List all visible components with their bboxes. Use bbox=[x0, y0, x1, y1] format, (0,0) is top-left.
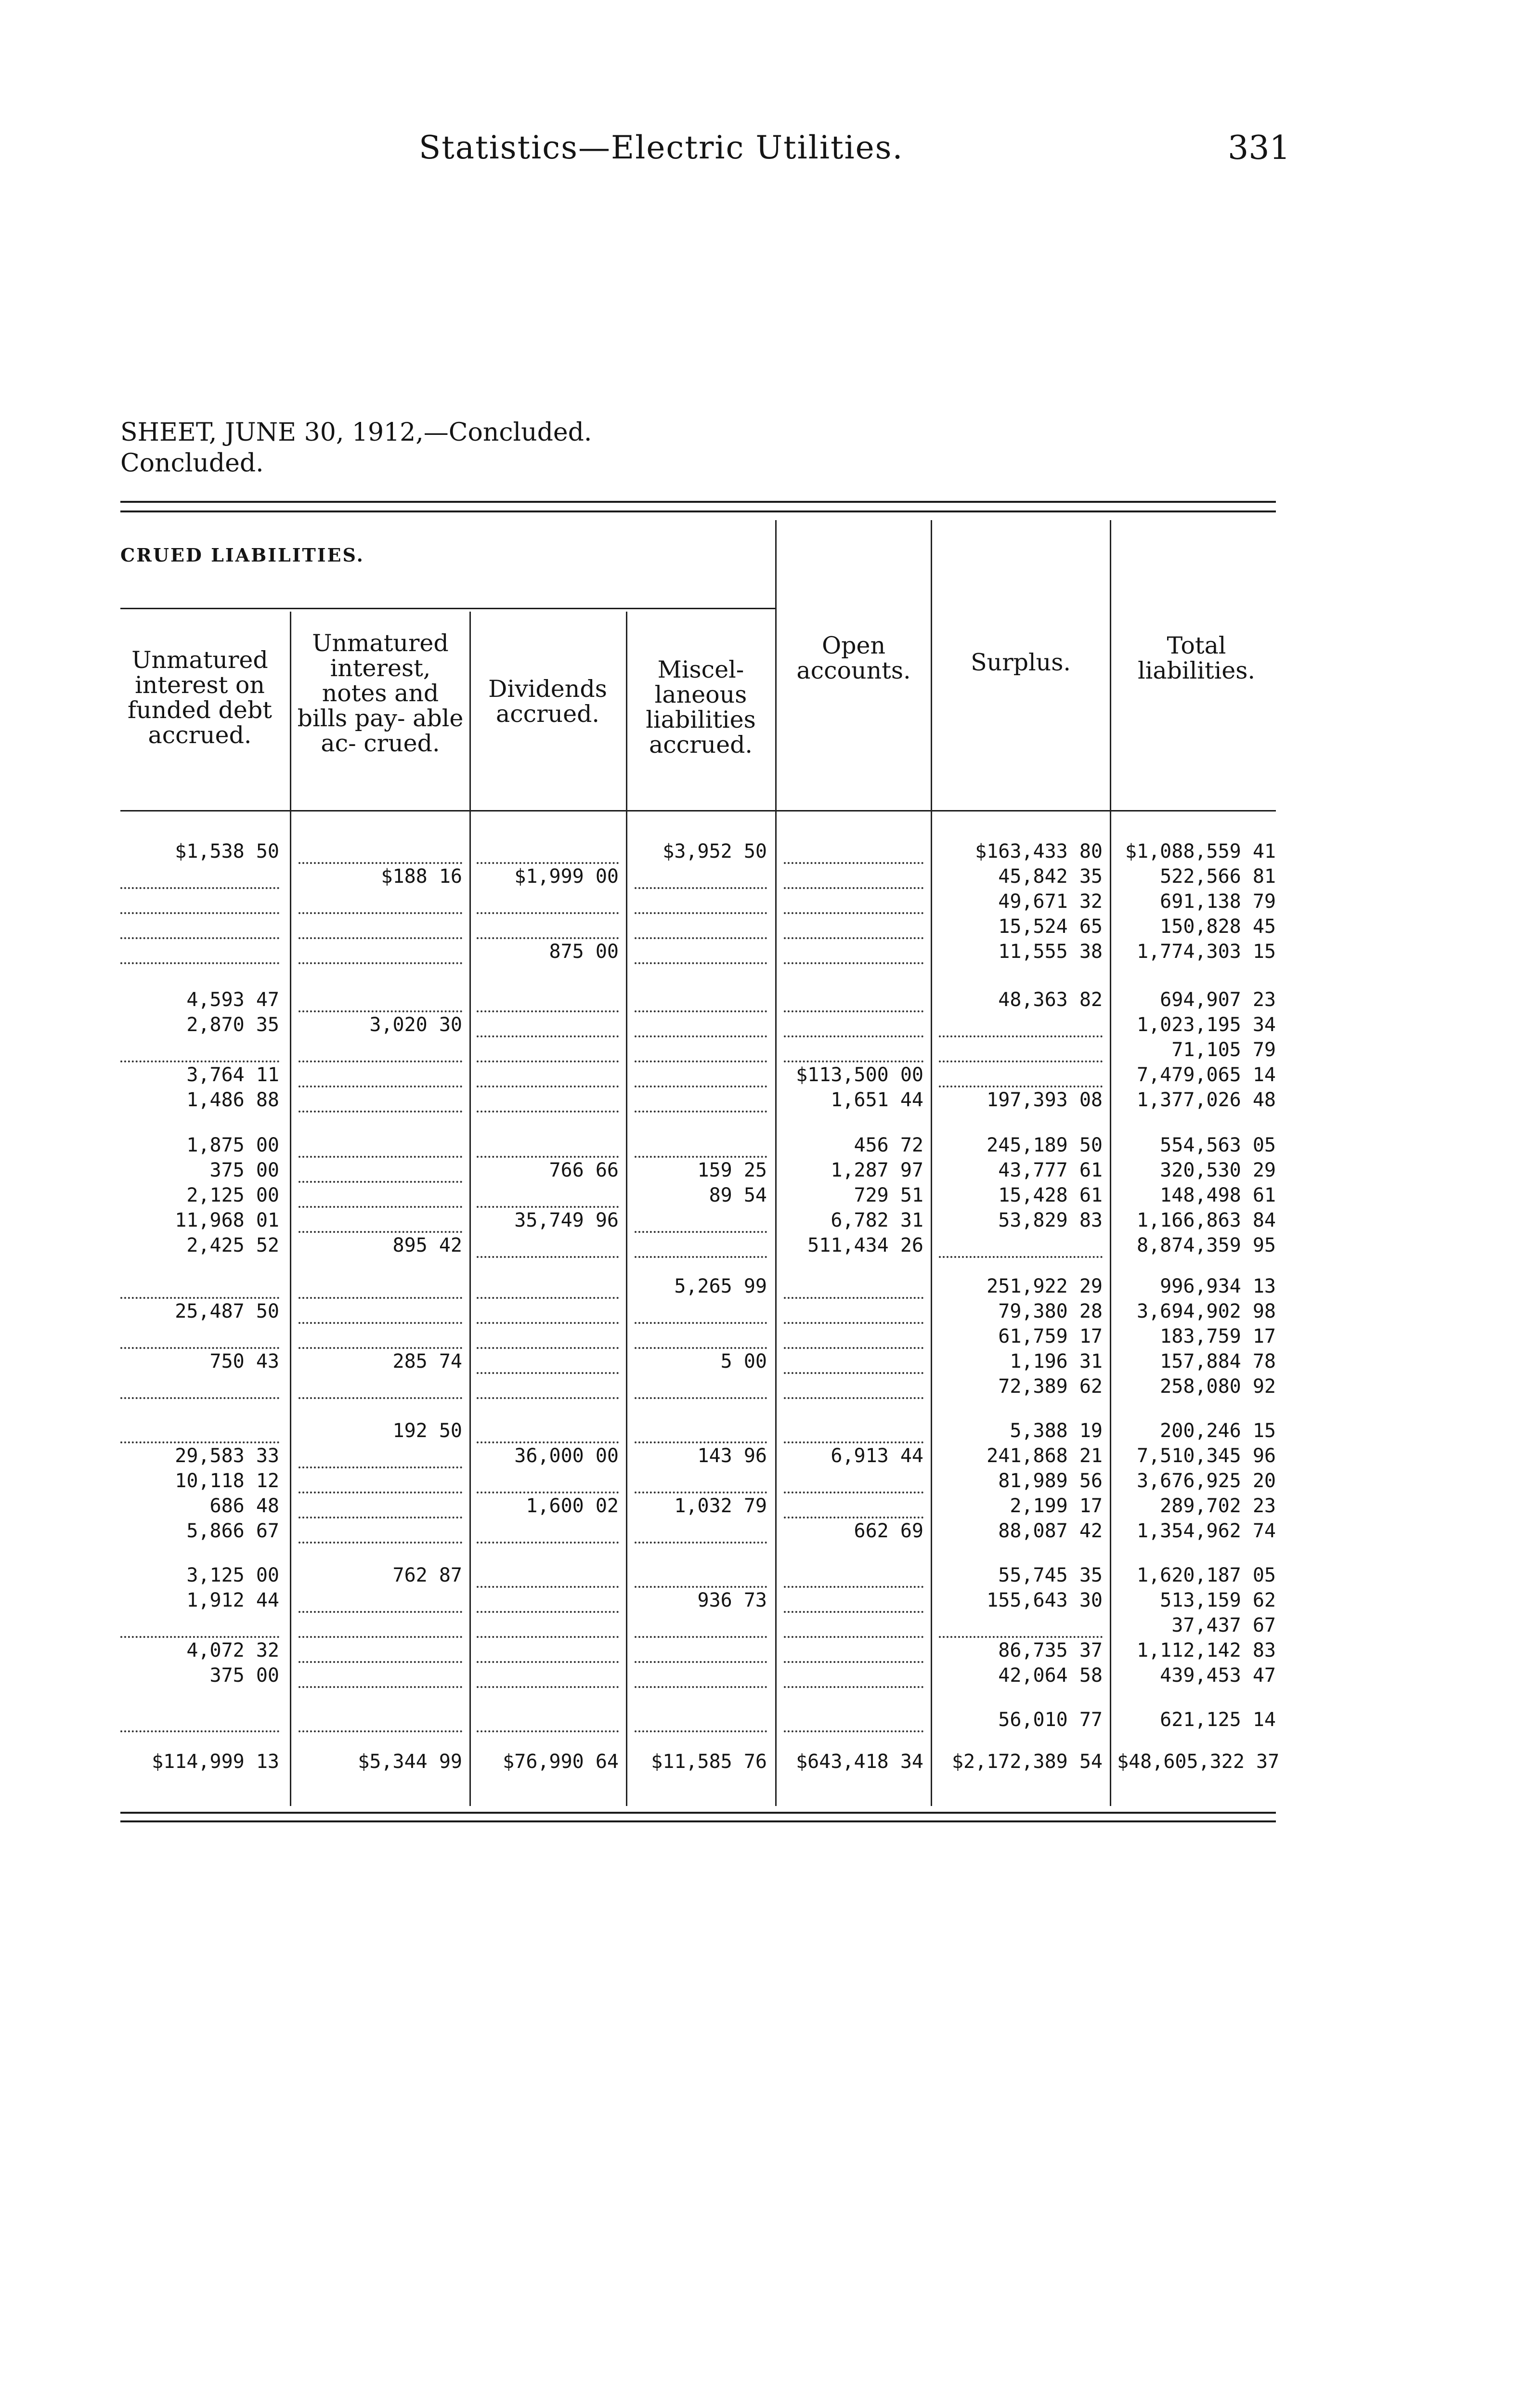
table-cell: 29,583 33 bbox=[175, 1445, 279, 1467]
table-cell: 4,072 32 bbox=[186, 1639, 279, 1662]
table-cell: 3,020 30 bbox=[369, 1014, 462, 1036]
table-cell bbox=[939, 1613, 1103, 1638]
table-cell bbox=[635, 1563, 767, 1588]
table-cell bbox=[635, 1037, 767, 1062]
table-cell: 15,428 61 bbox=[998, 1184, 1103, 1206]
table-cell bbox=[784, 889, 923, 914]
table-cell bbox=[477, 1374, 619, 1399]
table-cell bbox=[299, 1133, 462, 1158]
table-cell bbox=[784, 1638, 923, 1663]
table-cell bbox=[120, 864, 279, 889]
total-cell: $48,605,322 37 bbox=[1117, 1751, 1280, 1773]
table-cell bbox=[635, 1638, 767, 1663]
table-cell bbox=[477, 1638, 619, 1663]
section-label: CRUED LIABILITIES. bbox=[120, 544, 364, 566]
table-cell bbox=[784, 1037, 923, 1062]
table-cell bbox=[635, 1087, 767, 1112]
table-cell bbox=[299, 1638, 462, 1663]
col-separator bbox=[469, 612, 471, 1806]
table-cell bbox=[477, 1563, 619, 1588]
table-cell bbox=[477, 1133, 619, 1158]
table-cell bbox=[299, 839, 462, 864]
table-cell: 148,498 61 bbox=[1160, 1184, 1276, 1206]
table-cell: 439,453 47 bbox=[1160, 1664, 1276, 1687]
table-cell: 192 50 bbox=[392, 1420, 462, 1442]
col-separator bbox=[1110, 520, 1111, 1806]
table-cell: 621,125 14 bbox=[1160, 1709, 1276, 1731]
table-cell bbox=[635, 889, 767, 914]
table-cell: 42,064 58 bbox=[998, 1664, 1103, 1687]
table-cell: 81,989 56 bbox=[998, 1470, 1103, 1492]
table-cell bbox=[784, 1588, 923, 1613]
table-cell bbox=[477, 1518, 619, 1544]
table-cell bbox=[784, 1324, 923, 1349]
col-separator bbox=[626, 612, 627, 1806]
table-cell: 11,968 01 bbox=[175, 1209, 279, 1231]
table-cell bbox=[939, 1037, 1103, 1062]
table-cell bbox=[299, 1374, 462, 1399]
table-cell: 375 00 bbox=[209, 1664, 279, 1687]
table-cell: 5,866 67 bbox=[186, 1520, 279, 1542]
table-cell bbox=[939, 1062, 1103, 1087]
table-cell bbox=[635, 864, 767, 889]
table-cell bbox=[299, 1663, 462, 1688]
table-cell: 86,735 37 bbox=[998, 1639, 1103, 1662]
table-cell: 88,087 42 bbox=[998, 1520, 1103, 1542]
table-cell: 513,159 62 bbox=[1160, 1589, 1276, 1611]
table-cell bbox=[299, 1707, 462, 1732]
table-cell: $1,538 50 bbox=[175, 840, 279, 863]
table-cell bbox=[299, 1183, 462, 1208]
table-cell bbox=[299, 1518, 462, 1544]
table-cell bbox=[120, 1418, 279, 1443]
table-cell: 694,907 23 bbox=[1160, 989, 1276, 1011]
table-cell bbox=[477, 1349, 619, 1374]
table-cell: 157,884 78 bbox=[1160, 1350, 1276, 1373]
table-cell bbox=[635, 987, 767, 1012]
table-cell: 241,868 21 bbox=[987, 1445, 1103, 1467]
table-cell: $188 16 bbox=[381, 865, 462, 888]
table-cell bbox=[299, 889, 462, 914]
bottom-rule-2 bbox=[120, 1820, 1276, 1822]
table-cell bbox=[299, 939, 462, 964]
table-cell: 320,530 29 bbox=[1160, 1159, 1276, 1181]
table-cell: 43,777 61 bbox=[998, 1159, 1103, 1181]
table-cell bbox=[120, 1613, 279, 1638]
table-cell bbox=[939, 1233, 1103, 1258]
table-cell: 37,437 67 bbox=[1171, 1614, 1276, 1636]
table-cell bbox=[477, 1663, 619, 1688]
table-cell bbox=[784, 914, 923, 939]
table-cell: $163,433 80 bbox=[975, 840, 1103, 863]
table-cell bbox=[635, 1208, 767, 1233]
table-cell bbox=[784, 1493, 923, 1518]
table-cell bbox=[299, 1158, 462, 1183]
table-cell: 48,363 82 bbox=[998, 989, 1103, 1011]
table-cell: 258,080 92 bbox=[1160, 1375, 1276, 1398]
table-cell: 61,759 17 bbox=[998, 1325, 1103, 1348]
table-cell: 10,118 12 bbox=[175, 1470, 279, 1492]
table-cell: 200,246 15 bbox=[1160, 1420, 1276, 1442]
table-cell bbox=[299, 1037, 462, 1062]
col-separator bbox=[290, 612, 291, 1806]
table-cell: 686 48 bbox=[209, 1495, 279, 1517]
table-cell bbox=[635, 1518, 767, 1544]
table-cell bbox=[635, 1012, 767, 1037]
table-cell: 554,563 05 bbox=[1160, 1134, 1276, 1156]
table-cell: 875 00 bbox=[549, 941, 619, 963]
table-cell: 8,874,359 95 bbox=[1137, 1234, 1276, 1256]
table-cell bbox=[784, 1012, 923, 1037]
total-cell: $114,999 13 bbox=[152, 1751, 279, 1773]
table-cell: 25,487 50 bbox=[175, 1300, 279, 1322]
top-rule-2 bbox=[120, 510, 1276, 512]
table-cell: 150,828 45 bbox=[1160, 916, 1276, 938]
table-cell bbox=[477, 1183, 619, 1208]
table-cell bbox=[477, 1588, 619, 1613]
table-cell: 36,000 00 bbox=[514, 1445, 619, 1467]
table-cell bbox=[784, 839, 923, 864]
table-cell: 159 25 bbox=[697, 1159, 767, 1181]
table-cell bbox=[477, 1468, 619, 1493]
table-cell bbox=[784, 987, 923, 1012]
table-cell: 1,377,026 48 bbox=[1137, 1089, 1276, 1111]
total-cell: $643,418 34 bbox=[796, 1751, 923, 1773]
table-cell: 511,434 26 bbox=[807, 1234, 923, 1256]
table-cell: 285 74 bbox=[392, 1350, 462, 1373]
table-cell: 1,774,303 15 bbox=[1137, 941, 1276, 963]
table-cell: 750 43 bbox=[209, 1350, 279, 1373]
table-cell: 1,196 31 bbox=[1010, 1350, 1103, 1373]
table-cell: 456 72 bbox=[854, 1134, 923, 1156]
table-cell: 35,749 96 bbox=[514, 1209, 619, 1231]
table-cell bbox=[477, 889, 619, 914]
table-cell bbox=[477, 1062, 619, 1087]
table-cell bbox=[635, 939, 767, 964]
table-cell: 7,479,065 14 bbox=[1137, 1064, 1276, 1086]
table-cell: 53,829 83 bbox=[998, 1209, 1103, 1231]
table-cell bbox=[784, 1418, 923, 1443]
col-separator bbox=[931, 520, 932, 1806]
table-cell: 1,486 88 bbox=[186, 1089, 279, 1111]
table-cell: 729 51 bbox=[854, 1184, 923, 1206]
table-cell bbox=[784, 1274, 923, 1299]
table-cell: 245,189 50 bbox=[987, 1134, 1103, 1156]
table-cell: 2,870 35 bbox=[186, 1014, 279, 1036]
table-cell: 72,389 62 bbox=[998, 1375, 1103, 1398]
table-cell bbox=[477, 1087, 619, 1112]
column-header: Open accounts. bbox=[796, 632, 911, 684]
table-cell bbox=[784, 864, 923, 889]
table-cell: 895 42 bbox=[392, 1234, 462, 1256]
table-cell: 143 96 bbox=[697, 1445, 767, 1467]
table-cell bbox=[635, 1133, 767, 1158]
table-cell bbox=[299, 1468, 462, 1493]
page-header-title: Statistics—Electric Utilities. bbox=[419, 129, 904, 166]
table-cell bbox=[299, 1062, 462, 1087]
table-cell bbox=[635, 1299, 767, 1324]
table-cell: 155,643 30 bbox=[987, 1589, 1103, 1611]
table-cell: 7,510,345 96 bbox=[1137, 1445, 1276, 1467]
table-cell bbox=[784, 1707, 923, 1732]
column-header: Dividends accrued. bbox=[488, 675, 607, 728]
page-number: 331 bbox=[1228, 129, 1290, 167]
col-separator bbox=[775, 520, 777, 1806]
column-header: Surplus. bbox=[971, 649, 1071, 676]
total-cell: $76,990 64 bbox=[503, 1751, 619, 1773]
table-cell bbox=[120, 889, 279, 914]
table-cell: 662 69 bbox=[854, 1520, 923, 1542]
column-header: Miscel- laneous liabilities accrued. bbox=[646, 656, 756, 759]
section-rule bbox=[120, 608, 775, 609]
total-cell: $5,344 99 bbox=[358, 1751, 462, 1773]
table-cell: 55,745 35 bbox=[998, 1564, 1103, 1586]
table-cell bbox=[477, 914, 619, 939]
table-cell: 936 73 bbox=[697, 1589, 767, 1611]
table-cell: 2,125 00 bbox=[186, 1184, 279, 1206]
table-cell: 11,555 38 bbox=[998, 941, 1103, 963]
table-cell: 197,393 08 bbox=[987, 1089, 1103, 1111]
table-cell bbox=[635, 1233, 767, 1258]
table-cell: 45,842 35 bbox=[998, 865, 1103, 888]
total-cell: $2,172,389 54 bbox=[951, 1751, 1103, 1773]
table-cell: 5 00 bbox=[720, 1350, 767, 1373]
top-rule-1 bbox=[120, 501, 1276, 503]
table-cell bbox=[477, 1233, 619, 1258]
table-cell bbox=[784, 1468, 923, 1493]
table-cell: 289,702 23 bbox=[1160, 1495, 1276, 1517]
table-cell: 766 66 bbox=[549, 1159, 619, 1181]
table-cell: 996,934 13 bbox=[1160, 1275, 1276, 1297]
table-cell: 375 00 bbox=[209, 1159, 279, 1181]
table-cell bbox=[299, 1493, 462, 1518]
table-cell: 2,199 17 bbox=[1010, 1495, 1103, 1517]
table-cell: 1,912 44 bbox=[186, 1589, 279, 1611]
table-cell bbox=[635, 1062, 767, 1087]
table-cell bbox=[299, 1443, 462, 1468]
sheet-title: SHEET, JUNE 30, 1912,—Concluded. bbox=[120, 418, 592, 447]
table-cell: 1,354,962 74 bbox=[1137, 1520, 1276, 1542]
table-cell: 3,125 00 bbox=[186, 1564, 279, 1586]
table-cell bbox=[120, 1707, 279, 1732]
bottom-rule-1 bbox=[120, 1812, 1276, 1814]
table-cell bbox=[635, 1613, 767, 1638]
table-cell bbox=[299, 1299, 462, 1324]
table-cell: 5,265 99 bbox=[674, 1275, 767, 1297]
table-cell bbox=[477, 1324, 619, 1349]
table-cell bbox=[939, 1012, 1103, 1037]
table-cell bbox=[635, 1374, 767, 1399]
table-cell: 1,166,863 84 bbox=[1137, 1209, 1276, 1231]
table-cell bbox=[784, 939, 923, 964]
concluded-label: Concluded. bbox=[120, 449, 264, 478]
table-cell: 49,671 32 bbox=[998, 890, 1103, 913]
table-cell bbox=[477, 1299, 619, 1324]
table-cell bbox=[784, 1299, 923, 1324]
table-cell bbox=[299, 1208, 462, 1233]
table-cell: 6,913 44 bbox=[831, 1445, 923, 1467]
table-cell bbox=[120, 939, 279, 964]
table-cell bbox=[299, 1274, 462, 1299]
table-cell bbox=[784, 1663, 923, 1688]
table-cell bbox=[299, 1324, 462, 1349]
table-cell: 89 54 bbox=[709, 1184, 767, 1206]
table-cell bbox=[299, 1087, 462, 1112]
column-header: Unmatured interest, notes and bills pay- able ac- crued. bbox=[297, 629, 464, 757]
table-cell: $1,088,559 41 bbox=[1125, 840, 1276, 863]
table-cell bbox=[299, 1613, 462, 1638]
table-cell bbox=[635, 1418, 767, 1443]
column-header: Unmatured interest on funded debt accrued. bbox=[128, 646, 272, 749]
table-cell: 1,023,195 34 bbox=[1137, 1014, 1276, 1036]
table-cell: 3,694,902 98 bbox=[1137, 1300, 1276, 1322]
table-cell bbox=[784, 1349, 923, 1374]
column-header: Total liabilities. bbox=[1137, 632, 1256, 684]
table-cell bbox=[477, 1274, 619, 1299]
table-cell bbox=[784, 1613, 923, 1638]
table-cell: 3,676,925 20 bbox=[1137, 1470, 1276, 1492]
table-cell: 15,524 65 bbox=[998, 916, 1103, 938]
table-cell: 183,759 17 bbox=[1160, 1325, 1276, 1348]
table-cell bbox=[299, 914, 462, 939]
table-cell: 1,032 79 bbox=[674, 1495, 767, 1517]
table-cell: $1,999 00 bbox=[514, 865, 619, 888]
table-cell bbox=[477, 839, 619, 864]
table-cell bbox=[635, 914, 767, 939]
table-cell bbox=[477, 987, 619, 1012]
table-cell: 251,922 29 bbox=[987, 1275, 1103, 1297]
table-cell bbox=[477, 1418, 619, 1443]
table-cell bbox=[477, 1707, 619, 1732]
table-cell: 1,112,142 83 bbox=[1137, 1639, 1276, 1662]
table-cell: 1,651 44 bbox=[831, 1089, 923, 1111]
table-cell bbox=[120, 1037, 279, 1062]
table-cell: 71,105 79 bbox=[1171, 1039, 1276, 1061]
table-cell: 691,138 79 bbox=[1160, 890, 1276, 913]
total-cell: $11,585 76 bbox=[651, 1751, 767, 1773]
table-cell bbox=[635, 1663, 767, 1688]
table-cell: 56,010 77 bbox=[998, 1709, 1103, 1731]
table-cell: 1,287 97 bbox=[831, 1159, 923, 1181]
table-cell: 79,380 28 bbox=[998, 1300, 1103, 1322]
table-cell bbox=[120, 914, 279, 939]
table-cell bbox=[477, 1613, 619, 1638]
table-cell bbox=[784, 1374, 923, 1399]
table-cell bbox=[299, 1588, 462, 1613]
table-cell bbox=[635, 1707, 767, 1732]
table-cell: 3,764 11 bbox=[186, 1064, 279, 1086]
table-cell bbox=[299, 987, 462, 1012]
header-rule bbox=[120, 810, 1276, 811]
table-cell bbox=[635, 1468, 767, 1493]
table-cell bbox=[120, 1324, 279, 1349]
table-cell: 4,593 47 bbox=[186, 989, 279, 1011]
table-cell: 762 87 bbox=[392, 1564, 462, 1586]
table-cell: 1,620,187 05 bbox=[1137, 1564, 1276, 1586]
table-cell: 6,782 31 bbox=[831, 1209, 923, 1231]
table-cell bbox=[120, 1374, 279, 1399]
table-cell: 2,425 52 bbox=[186, 1234, 279, 1256]
table-cell bbox=[635, 1324, 767, 1349]
table-cell bbox=[477, 1037, 619, 1062]
table-cell bbox=[477, 1012, 619, 1037]
table-cell: 1,875 00 bbox=[186, 1134, 279, 1156]
table-cell: $3,952 50 bbox=[663, 840, 767, 863]
table-cell: 5,388 19 bbox=[1010, 1420, 1103, 1442]
table-cell bbox=[120, 1274, 279, 1299]
table-cell bbox=[784, 1563, 923, 1588]
table-cell: 1,600 02 bbox=[526, 1495, 619, 1517]
table-cell: 522,566 81 bbox=[1160, 865, 1276, 888]
table-cell: $113,500 00 bbox=[796, 1064, 923, 1086]
